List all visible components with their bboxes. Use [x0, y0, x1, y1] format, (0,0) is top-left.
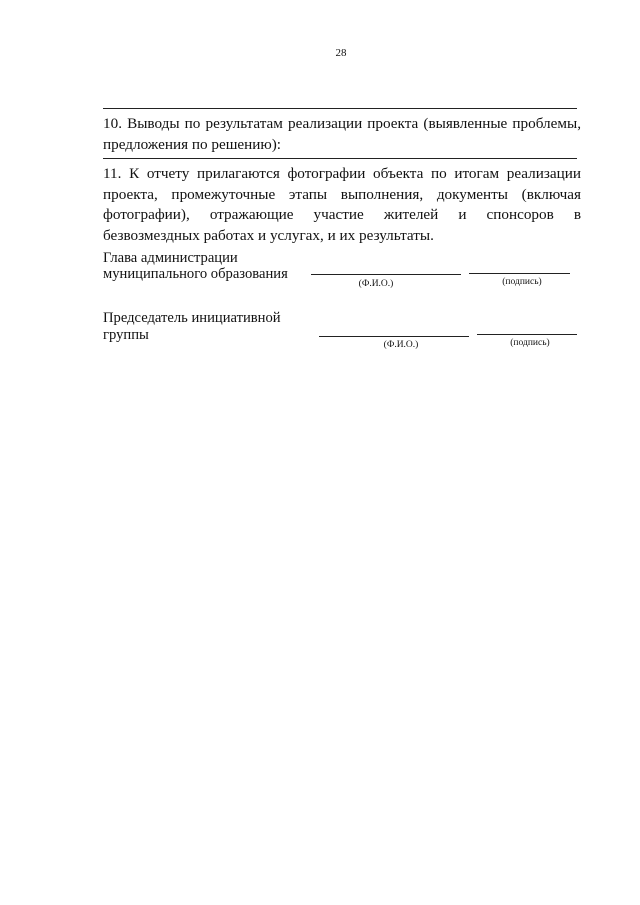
- head-name-caption: (Ф.И.О.): [358, 279, 394, 289]
- chairman-name-caption: (Ф.И.О.): [383, 340, 419, 350]
- group-chairman-label-line1: Председатель инициативной: [103, 310, 281, 326]
- chairman-signature-caption: (подпись): [510, 338, 550, 348]
- group-chairman-label-line2: группы: [103, 327, 149, 343]
- divider-top: [103, 108, 577, 109]
- divider-middle: [103, 158, 577, 159]
- section-10-paragraph: 10. Выводы по результатам реализации проекта (выявленные проблемы, предложения по решению):: [103, 115, 581, 153]
- head-signature-line: [469, 273, 570, 274]
- chairman-signature-line: [477, 334, 577, 335]
- head-of-administration-label-line2: муниципального образования: [103, 266, 288, 282]
- section-11-paragraph: 11. К отчету прилагаются фотографии объекта по итогам реализации проекта, промежуточные этапы выполнения, документы (включая фотографии), отражающие участие жителей и спонсоров в безвозмездных работах и услугах, и их результаты.: [103, 165, 581, 244]
- head-of-administration-label-line1: Глава администрации: [103, 250, 238, 266]
- page-number: 28: [335, 47, 347, 59]
- chairman-name-line: [319, 336, 469, 337]
- head-name-line: [311, 274, 461, 275]
- head-signature-caption: (подпись): [502, 277, 542, 287]
